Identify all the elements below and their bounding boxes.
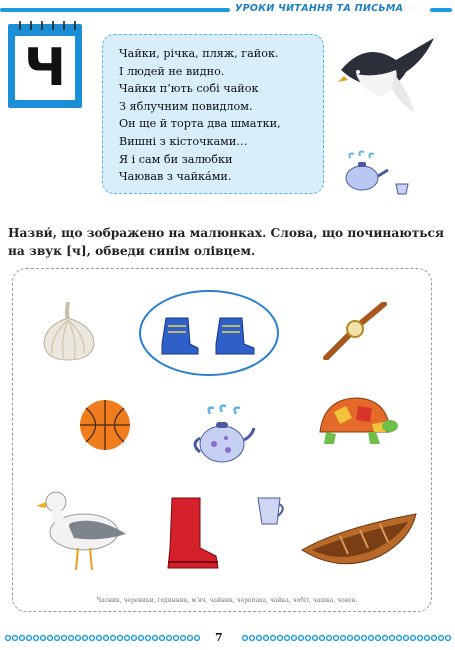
poem-line: Чайки, річка, пляж, гайок. <box>119 47 279 60</box>
turtle-illustration <box>314 392 398 448</box>
page-number: 7 <box>215 631 223 644</box>
wristwatch-illustration <box>322 302 388 360</box>
poem-line: Чайки п’ють собі чайок <box>119 82 259 96</box>
letter-panel <box>15 36 75 100</box>
poem-line: І людей не видно. <box>119 64 225 78</box>
poem-box <box>102 34 324 194</box>
poem-line: Он ще й торта два шматки, <box>119 117 281 131</box>
poem-line: Вишні з кісточками… <box>119 134 248 148</box>
page-footer <box>0 630 455 646</box>
poem-line: Я і сам би залюбки <box>119 152 233 166</box>
flying-seagull-illustration <box>336 30 440 116</box>
header-rule-left <box>0 8 230 12</box>
garlic-illustration <box>38 300 100 364</box>
header-title: УРОКИ ЧИТАННЯ ТА ПИСЬМА <box>235 3 404 14</box>
seagull-illustration <box>34 484 128 574</box>
running-header <box>0 3 455 17</box>
boots-illustration <box>138 288 280 378</box>
teapot-illustration <box>188 404 258 466</box>
cup-illustration <box>254 494 288 528</box>
red-boot-illustration <box>160 496 222 570</box>
boat-illustration <box>300 510 418 576</box>
poem-line: З яблучним повидлом. <box>119 99 253 113</box>
poem-line: Чаював з чайка́ми. <box>119 170 232 184</box>
big-letter: Ч <box>23 38 67 98</box>
calendar-rings-icon <box>12 18 82 32</box>
task-instruction: Назви́, що зображено на малюнках. Слова, що починаються на звук [ч], обведи синім олівцем. <box>8 226 444 258</box>
ball-illustration <box>78 398 132 452</box>
answers-footnote: Часник, черевики, годинник, м’яч, чайник, черепаха, чайка, чобіт, чашка, човен. <box>96 597 358 604</box>
header-rule-right <box>430 8 452 12</box>
teapot-and-cup-illustration <box>340 150 414 196</box>
